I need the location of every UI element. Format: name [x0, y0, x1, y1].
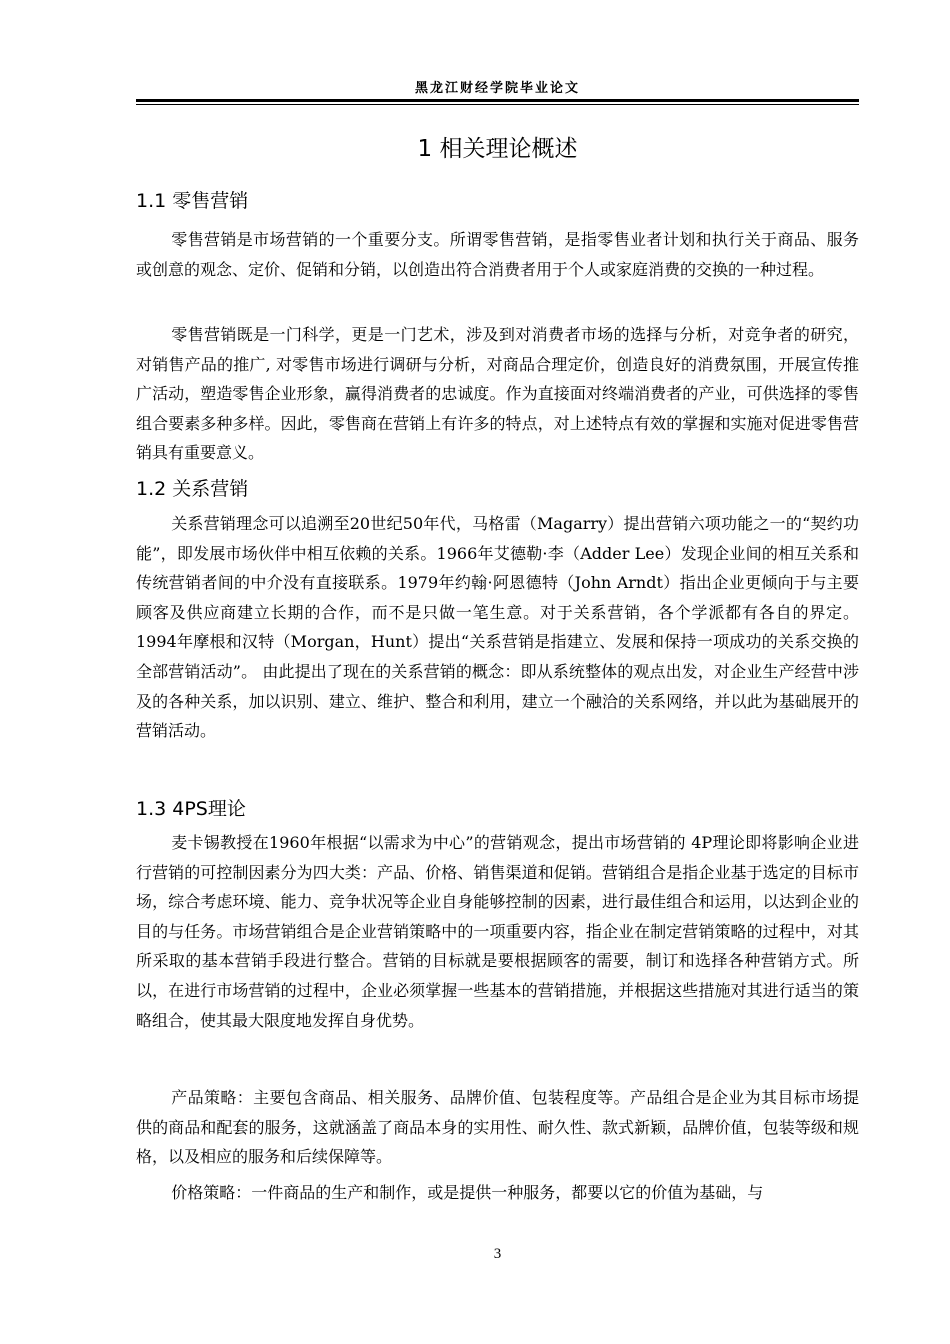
- section-heading-1-1: 1.1 零售营销: [136, 190, 249, 212]
- paragraph-1-1-1: 零售营销是市场营销的一个重要分支。所谓零售营销，是指零售业者计划和执行关于商品、服务或创意的观念、定价、促销和分销，以创造出符合消费者用于个人或家庭消费的交换的一种过程。: [136, 230, 859, 279]
- paragraph-1-2-1: 关系营销理念可以追溯至20世纪50年代，马格雷（Magarry）提出营销六项功能之一的“契约功能”，即发展市场伙伴中相互依赖的关系。1966年艾德勒·李（Adder Lee）发现企业间的相互关系和传统营销者间的中介没有直接联系。1979年约翰·阿恩德特（John Arndt）指出企业更倾向于与主要顾客及供应商建立长期的合作，而不是只做一笔生意。对于关系营销，各个学派都有各自的界定。1994年摩根和汉特（Morgan，Hunt）提出“关系营销是指建立、发展和保持一项成功的关系交换的全部营销活动”。 由此提出了现在的关系营销的概念：即从系统整体的观点出发，对企业生产经营中涉及的各种关系，加以识别、建立、维护、整合和利用，建立一个融洽的关系网络，并以此为基础展开的营销活动。: [136, 514, 859, 741]
- paragraph-1-3-3: 价格策略：一件商品的生产和制作，或是提供一种服务，都要以它的价值为基础，与: [171, 1183, 764, 1202]
- header-rule-thin: [136, 104, 859, 105]
- running-header: 黑龙江财经学院毕业论文: [414, 81, 580, 96]
- header-rule-thick: [136, 99, 859, 102]
- chapter-title: 1 相关理论概述: [417, 136, 578, 162]
- paragraph-1-3-2: 产品策略：主要包含商品、相关服务、品牌价值、包装程度等。产品组合是企业为其目标市场提供的商品和配套的服务，这就涵盖了商品本身的实用性、耐久性、款式新颖，品牌价值，包装等级和规格，以及相应的服务和后续保障等。: [136, 1088, 859, 1167]
- page-number: 3: [493, 1246, 502, 1262]
- section-heading-1-2: 1.2 关系营销: [136, 478, 249, 500]
- paragraph-1-3-1: 麦卡锡教授在1960年根据“以需求为中心”的营销观念，提出市场营销的 4P理论即将影响企业进行营销的可控制因素分为四大类：产品、价格、销售渠道和促销。营销组合是指企业基于选定的目标市场，综合考虑环境、能力、竞争状况等企业自身能够控制的因素，进行最佳组合和运用，以达到企业的目的与任务。市场营销组合是企业营销策略中的一项重要内容，指企业在制定营销策略的过程中，对其所采取的基本营销手段进行整合。营销的目标就是要根据顾客的需要，制订和选择各种营销方式。所以，在进行市场营销的过程中，企业必须掌握一些基本的营销措施，并根据这些措施对其进行适当的策略组合，使其最大限度地发挥自身优势。: [136, 833, 859, 1030]
- paragraph-1-1-2: 零售营销既是一门科学，更是一门艺术，涉及到对消费者市场的选择与分析，对竞争者的研究，对销售产品的推广, 对零售市场进行调研与分析，对商品合理定价，创造良好的消费氛围，开展宣传推广活动，塑造零售企业形象，赢得消费者的忠诚度。作为直接面对终端消费者的产业，可供选择的零售组合要素多种多样。因此，零售商在营销上有许多的特点，对上述特点有效的掌握和实施对促进零售营销具有重要意义。: [136, 325, 859, 463]
- section-heading-1-3: 1.3 4PS理论: [136, 798, 246, 820]
